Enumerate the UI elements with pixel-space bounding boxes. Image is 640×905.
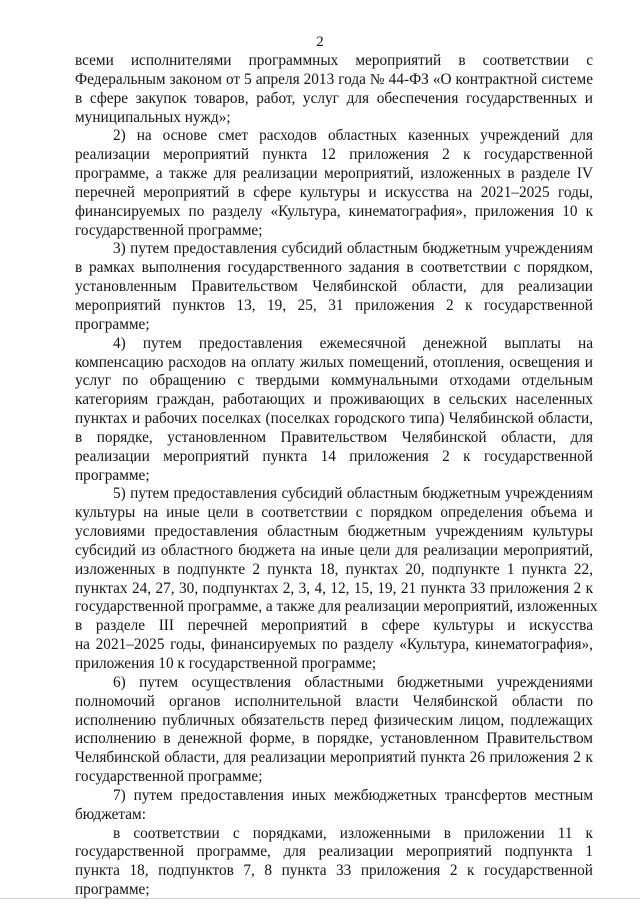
paragraph-start-line: 2) на основе смет расходов областных казенных учреждений для [113,127,593,145]
text-line: субсидий из областного бюджета на иные цели для реализации мероприятий, [75,541,593,559]
text-line: всеми исполнителями программных мероприятий в соответствии с [75,52,593,69]
text-line: пункта 18, подпунктов 7, 8 пункта 33 приложения 2 к государственной [75,862,593,880]
text-line: государственной программе; [75,221,263,239]
text-line: услуг по обращению с твердыми коммунальными отходами отдельным [75,372,593,390]
paragraph-start-line: 6) путем осуществления областными бюджетными учреждениями [113,673,593,691]
text-line: исполнению публичных обязательств перед физическим лицом, подлежащих [75,711,593,729]
text-line: установленным Правительством Челябинской области, для реализации [75,278,593,296]
paragraph-start-line: 3) путем предоставления субсидий областным бюджетным учреждениям [113,240,593,258]
text-line: пунктах и рабочих поселках (поселках городского типа) Челябинской области, [75,410,593,428]
text-line: программе; [75,881,150,899]
text-line: программе, а также для реализации мероприятий, изложенных в разделе IV [75,165,593,183]
text-line: компенсацию расходов на оплату жилых помещений, отопления, освещения и [75,353,593,371]
text-line: в сфере закупок товаров, работ, услуг для обеспечения государственных и [75,89,593,107]
text-line: полномочий органов исполнительной власти Челябинской области по [75,692,593,710]
text-line: на 2021–2025 годы, финансируемых по разделу «Культура, кинематография», [75,636,593,654]
text-line: мероприятий пунктов 13, 19, 25, 31 приложения 2 к государственной [75,296,593,314]
text-line: в разделе III перечней мероприятий в сфере культуры и искусства [75,617,593,635]
text-line: Челябинской области, для реализации мероприятий пункта 26 приложения 2 к [75,749,593,767]
text-line: перечней мероприятий в сфере культуры и искусства на 2021–2025 годы, [75,183,593,201]
paragraph-start-line: 7) путем предоставления иных межбюджетных трансфертов местным [113,786,593,804]
scan-edge-line [0,898,640,899]
text-line: исполнению в денежной форме, в порядке, установленном Правительством [75,730,593,748]
text-line: программе; [75,315,150,333]
text-line: реализации мероприятий пункта 14 приложения 2 к государственной [75,447,593,465]
text-line: муниципальных нужд»; [75,108,231,126]
text-line: государственной программе, для реализации мероприятий подпункта 1 [75,843,593,861]
text-line: приложения 10 к государственной программе; [75,655,377,672]
text-line: бюджетам: [75,805,146,823]
document-body [75,52,598,900]
paragraph-start-line: 4) путем предоставления ежемесячной денежной выплаты на [113,334,593,352]
text-line: государственной программе, а также для реализации мероприятий, изложенных [75,598,598,616]
text-line: Федеральным законом от 5 апреля 2013 года № 44-ФЗ «О контрактной системе [75,70,593,88]
text-line: финансируемых по разделу «Культура, кинематография», приложения 10 к [75,202,593,220]
paragraph-start-line: 5) путем предоставления субсидий областным бюджетным учреждениям [113,485,593,503]
text-line: категориям граждан, работающих и проживающих в сельских населенных [75,391,593,409]
text-line: культуры на иные цели в соответствии с порядком определения объема и [75,504,593,522]
text-line: в порядке, установленном Правительством Челябинской области, для [75,428,593,446]
page-number: 2 [316,34,324,50]
text-line: условиями предоставления областным бюджетным учреждениям культуры [75,523,593,541]
text-line: реализации мероприятий пункта 12 приложения 2 к государственной [75,146,593,164]
text-line: программе; [75,466,150,484]
text-line: изложенных в подпункте 2 пункта 18, пунктах 20, подпункте 1 пункта 22, [75,560,593,578]
text-line: в рамках выполнения государственного задания в соответствии с порядком, [75,259,593,277]
text-line: пунктах 24, 27, 30, подпунктах 2, 3, 4, 12, 15, 19, 21 пункта 33 приложения 2 к [75,579,593,597]
text-line: государственной программе; [75,768,263,786]
paragraph-start-line: в соответствии с порядками, изложенными в приложении 11 к [113,824,593,842]
